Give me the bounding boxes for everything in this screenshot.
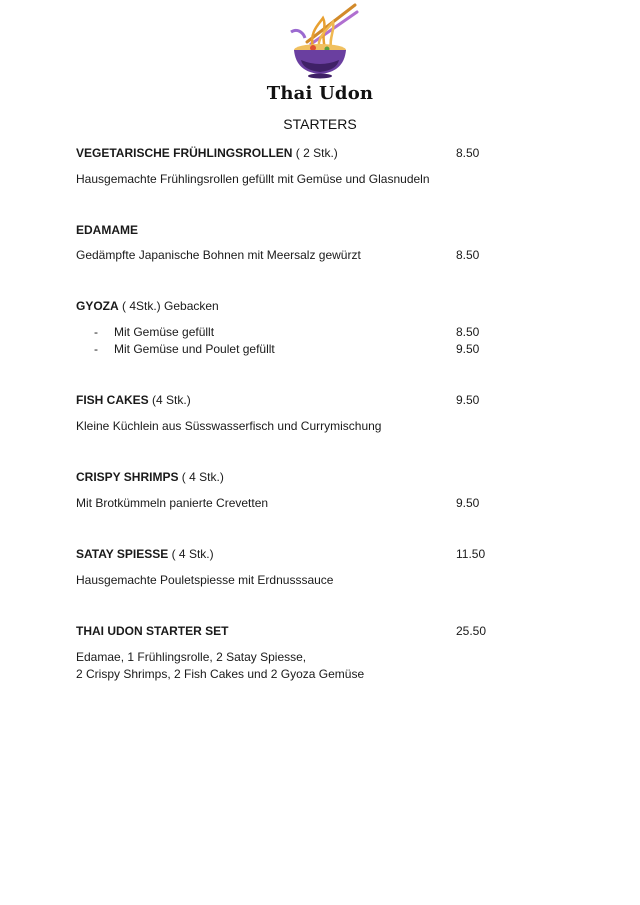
menu-item-fruehlingsrollen [76,145,536,161]
item-description: Gedämpfte Japanische Bohnen mit Meersalz gewürzt [76,248,361,262]
item-description: Kleine Küchlein aus Süsswasserfisch und Currymischung [76,419,382,433]
section-title: STARTERS [283,116,357,132]
item-price: 11.50 [456,547,486,561]
restaurant-name: Thai Udon [266,83,374,104]
item-description: Hausgemachte Pouletspiesse mit Erdnusssauce [76,573,334,587]
item-name: CRISPY SHRIMPS [76,470,179,484]
item-price: 8.50 [456,146,480,160]
item-qty: ( 4 Stk.) [178,470,224,484]
item-name: FISH CAKES [76,393,149,407]
item-name: THAI UDON STARTER SET [76,624,229,638]
menu-item-gyoza [76,298,536,314]
item-description-row [76,495,536,511]
item-description-row [76,247,536,263]
dash: - [94,325,98,339]
option-label: Mit Gemüse und Poulet gefüllt [114,342,275,356]
option-price: 8.50 [456,325,480,339]
noodle-bowl-logo [283,2,359,80]
item-name: GYOZA [76,299,119,313]
item-description: Mit Brotkümmeln panierte Crevetten [76,496,269,510]
item-qty: ( 2 Stk.) [292,146,338,160]
item-price: 9.50 [456,393,480,407]
item-price: 8.50 [456,248,480,262]
dash: - [94,342,98,356]
menu-item-crispy-shrimps [76,469,536,485]
item-name: EDAMAME [76,223,138,237]
menu-item-edamame [76,222,536,238]
item-price: 25.50 [456,624,487,638]
menu-item-satay-spiesse [76,546,536,562]
item-price: 9.50 [456,496,480,510]
menu-item-fish-cakes [76,392,536,408]
option-label: Mit Gemüse gefüllt [114,325,215,339]
item-qty: ( 4Stk.) Gebacken [118,299,219,313]
menu-item-starter-set [76,623,536,639]
item-name: VEGETARISCHE FRÜHLINGSROLLEN [76,146,293,160]
item-name: SATAY SPIESSE [76,547,169,561]
item-description-line: Edamae, 1 Frühlingsrolle, 2 Satay Spiesse, [76,650,307,664]
item-description: Hausgemachte Frühlingsrollen gefüllt mit Gemüse und Glasnudeln [76,172,430,186]
item-description-line: 2 Crispy Shrimps, 2 Fish Cakes und 2 Gyoza Gemüse [76,667,365,681]
item-qty: ( 4 Stk.) [168,547,214,561]
item-qty: (4 Stk.) [148,393,191,407]
option-price: 9.50 [456,342,480,356]
